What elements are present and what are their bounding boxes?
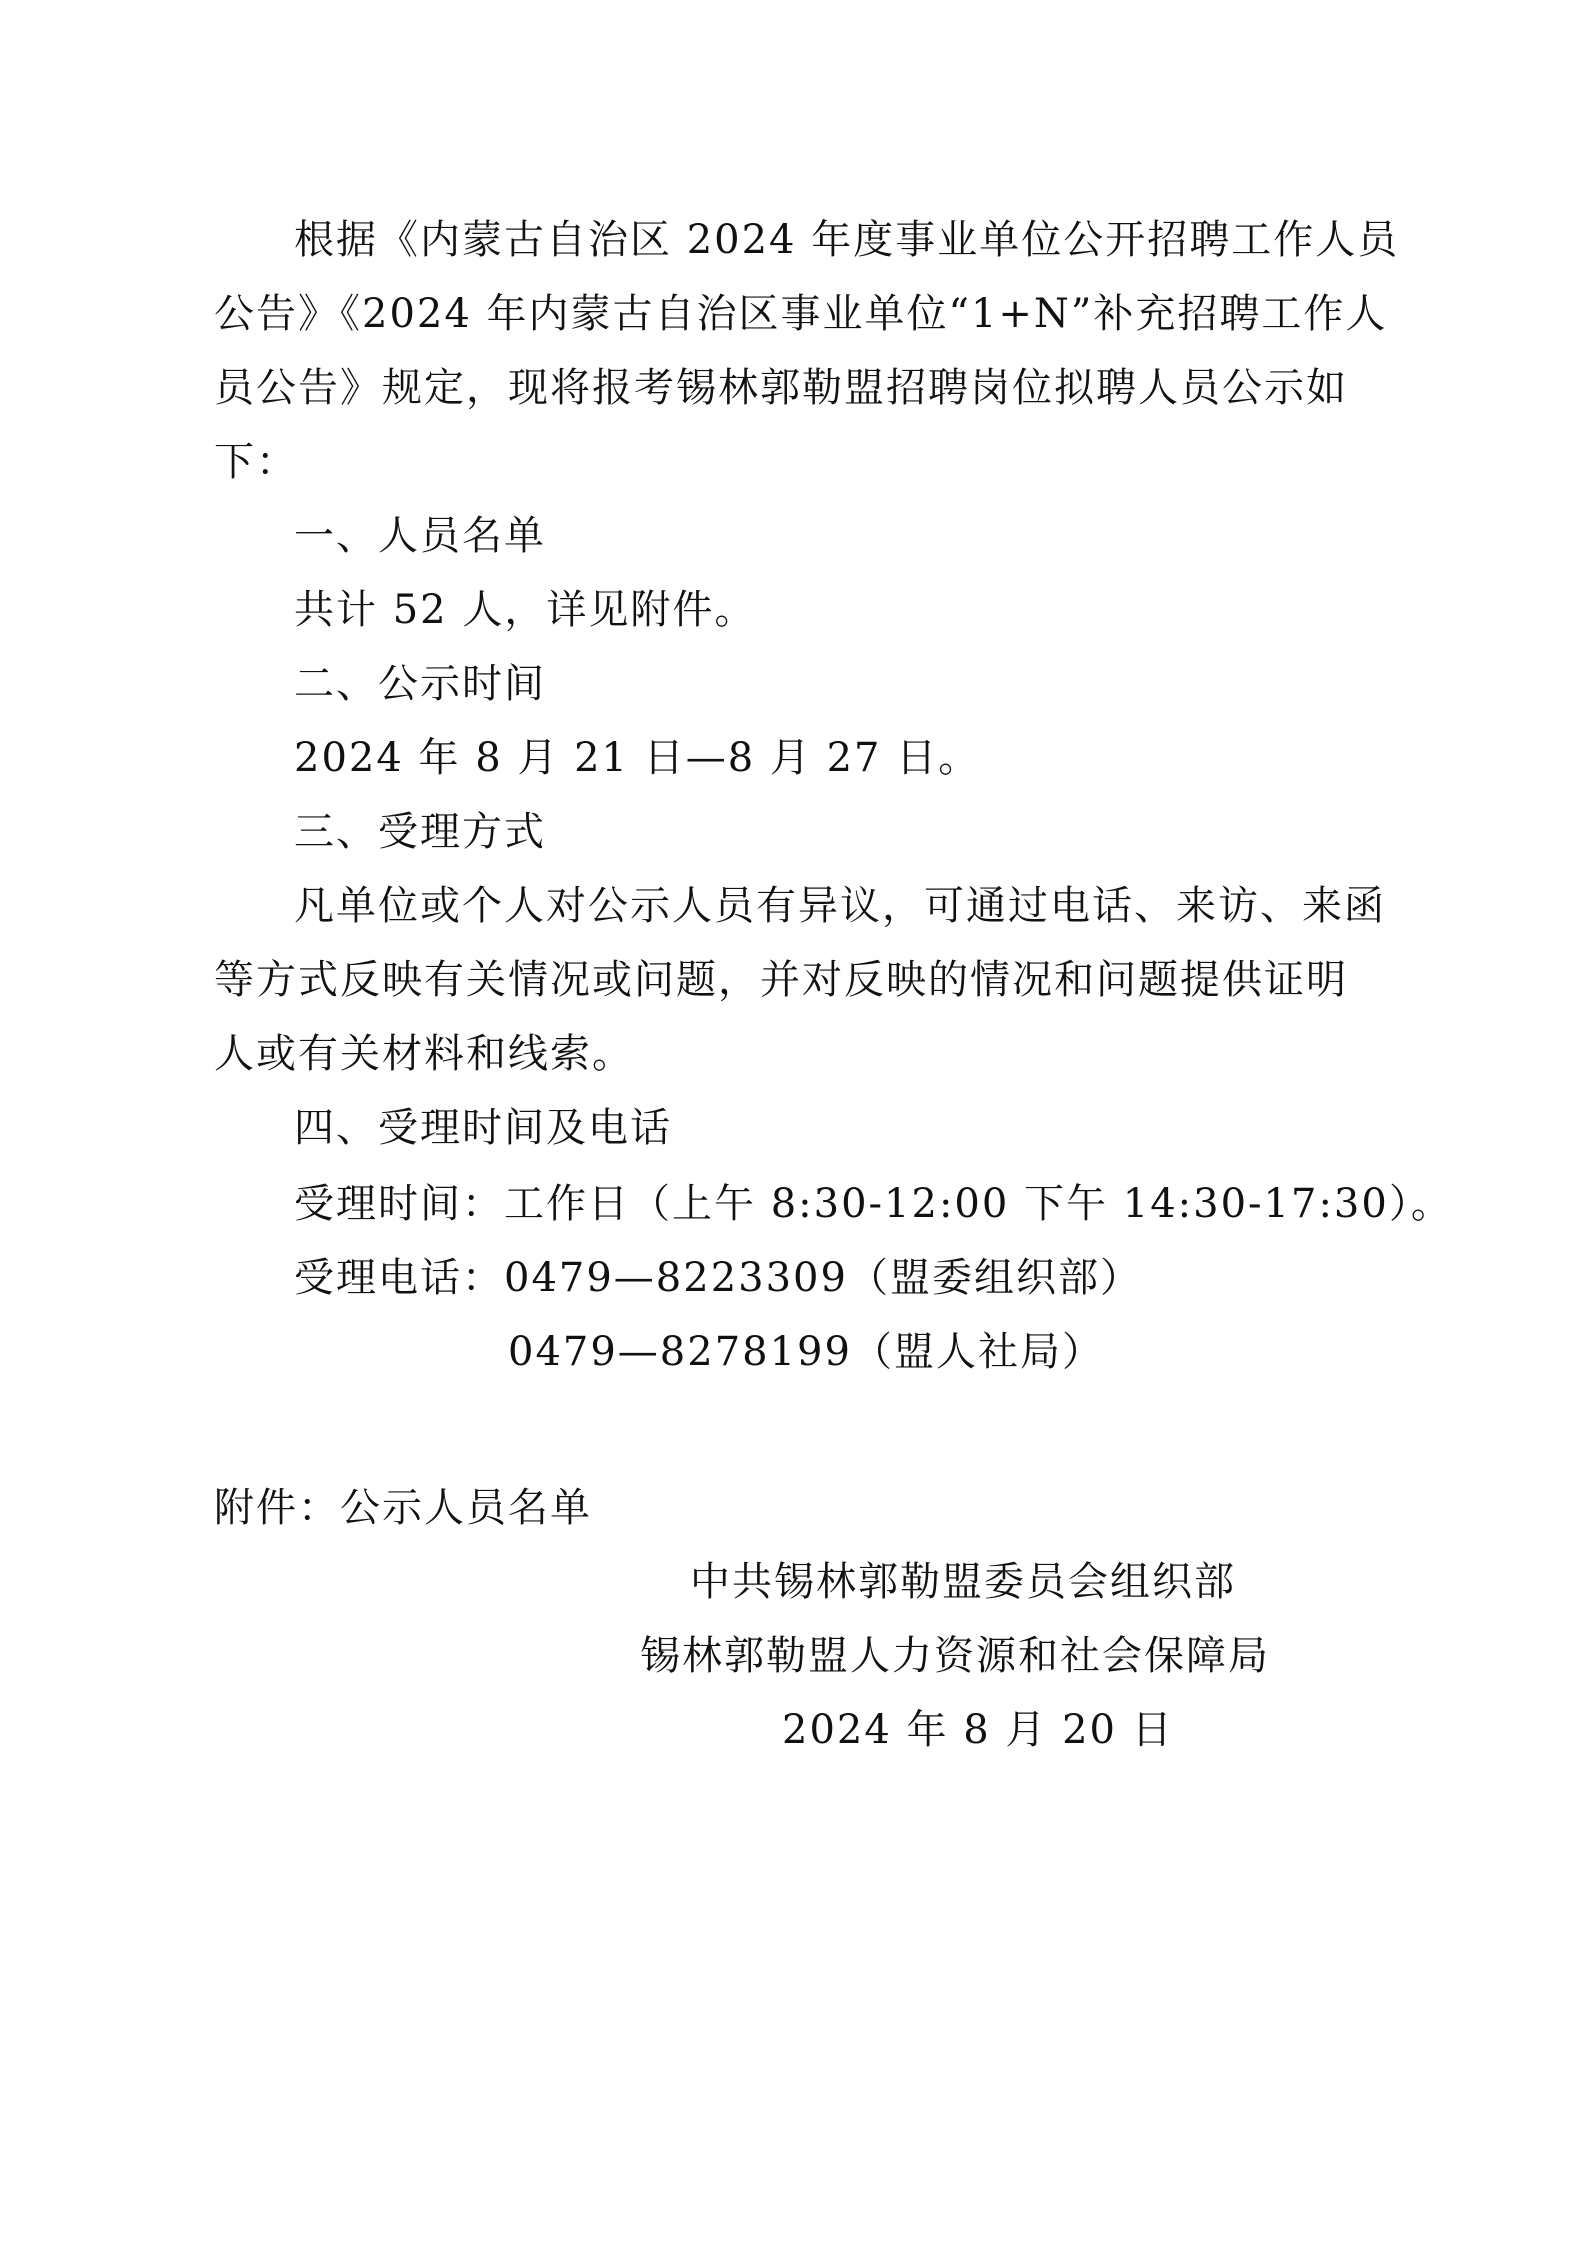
acceptance-phone-1: 0479—8223309（盟委组织部） [504, 1255, 1142, 1301]
attachment-note: 附件：公示人员名单 [214, 1485, 592, 1531]
acceptance-time-label: 受理时间： [294, 1181, 504, 1227]
section-body-method-line-1: 凡单位或个人对公示人员有异议，可通过电话、来访、来函 [294, 883, 1386, 929]
intro-line-3: 员公告》规定，现将报考锡林郭勒盟招聘岗位拟聘人员公示如 [214, 365, 1348, 411]
section-heading-publicity-period: 二、公示时间 [294, 661, 546, 707]
section-body-method-line-2: 等方式反映有关情况或问题，并对反映的情况和问题提供证明 [214, 957, 1348, 1003]
intro-line-4: 下： [214, 439, 298, 485]
section-body-publicity-dates: 2024 年 8 月 21 日—8 月 27 日。 [294, 735, 981, 781]
section-heading-personnel-list: 一、人员名单 [294, 513, 546, 559]
section-body-personnel-count: 共计 52 人，详见附件。 [294, 587, 757, 633]
acceptance-phone-2: 0479—8278199（盟人社局） [508, 1329, 1104, 1375]
signature-org-1: 中共锡林郭勒盟委员会组织部 [690, 1559, 1236, 1605]
acceptance-time-row [294, 1176, 1453, 1232]
intro-line-1: 根据《内蒙古自治区 2024 年度事业单位公开招聘工作人员 [294, 217, 1400, 263]
signature-date: 2024 年 8 月 20 日 [782, 1707, 1174, 1753]
signature-org-2: 锡林郭勒盟人力资源和社会保障局 [640, 1633, 1270, 1679]
section-heading-acceptance-time-phone: 四、受理时间及电话 [294, 1105, 672, 1151]
acceptance-time-value: 工作日（上午 8:30-12:00 下午 14:30-17:30）。 [504, 1181, 1453, 1227]
section-body-method-line-3: 人或有关材料和线索。 [214, 1031, 634, 1077]
acceptance-phone-row [294, 1250, 1142, 1306]
acceptance-phone-label: 受理电话： [294, 1255, 504, 1301]
section-heading-acceptance-method: 三、受理方式 [294, 809, 546, 855]
intro-line-2: 公告》《2024 年内蒙古自治区事业单位“1+N”补充招聘工作人 [214, 291, 1388, 337]
